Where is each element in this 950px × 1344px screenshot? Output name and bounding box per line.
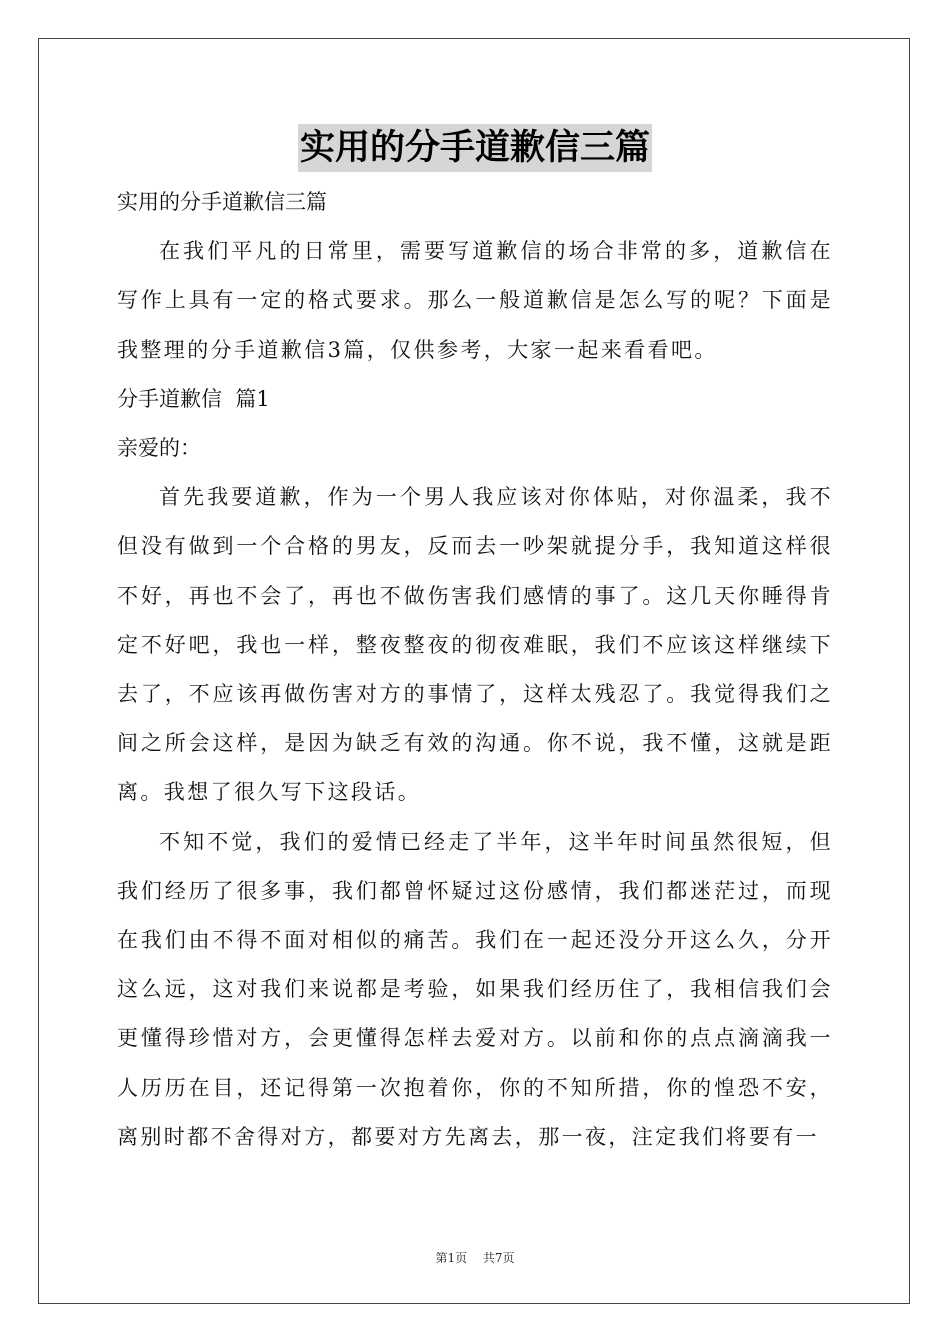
page-number: 第1页 [435,1251,468,1265]
letter-paragraph-1: 首先我要道歉，作为一个男人我应该对你体贴，对你温柔，我不但没有做到一个合格的男友，反而去一吵架就提分手，我知道这样很不好，再也不会了，再也不做伤害我们感情的事了。这几天你睡得肯定不好吧，我也一样，整夜整夜的彻夜难眠，我们不应该这样继续下去了，不应该再做伤害对方的事情了，这样太残忍了。我觉得我们之间之所会这样，是因为缺乏有效的沟通。你不说，我不懂，这就是距离。我想了很久写下这段话。 [117,485,833,805]
document-body [117,178,833,1162]
salutation: 亲爱的： [117,436,201,461]
subtitle: 实用的分手道歉信三篇 [117,190,327,214]
intro-paragraph: 在我们平凡的日常里，需要写道歉信的场合非常的多，道歉信在写作上具有一定的格式要求。那么一般道歉信是怎么写的呢？下面是我整理的分手道歉信3篇，仅供参考，大家一起来看看吧。 [117,239,833,362]
page-total: 共7页 [482,1251,515,1265]
title-container [0,124,950,172]
section-heading: 分手道歉信 篇1 [117,386,270,411]
letter-paragraph-2: 不知不觉，我们的爱情已经走了半年，这半年时间虽然很短，但我们经历了很多事，我们都曾怀疑过这份感情，我们都迷茫过，而现在我们由不得不面对相似的痛苦。我们在一起还没分开这么久，分开这么远，这对我们来说都是考验，如果我们经历住了，我相信我们会更懂得珍惜对方，会更懂得怎样去爱对方。以前和你的点点滴滴我一人历历在目，还记得第一次抱着你，你的不知所措，你的惶恐不安，离别时都不舍得对方，都要对方先离去，那一夜，注定我们将要有一 [117,829,833,1149]
document-title: 实用的分手道歉信三篇 [298,124,652,172]
page-footer [0,1249,950,1266]
